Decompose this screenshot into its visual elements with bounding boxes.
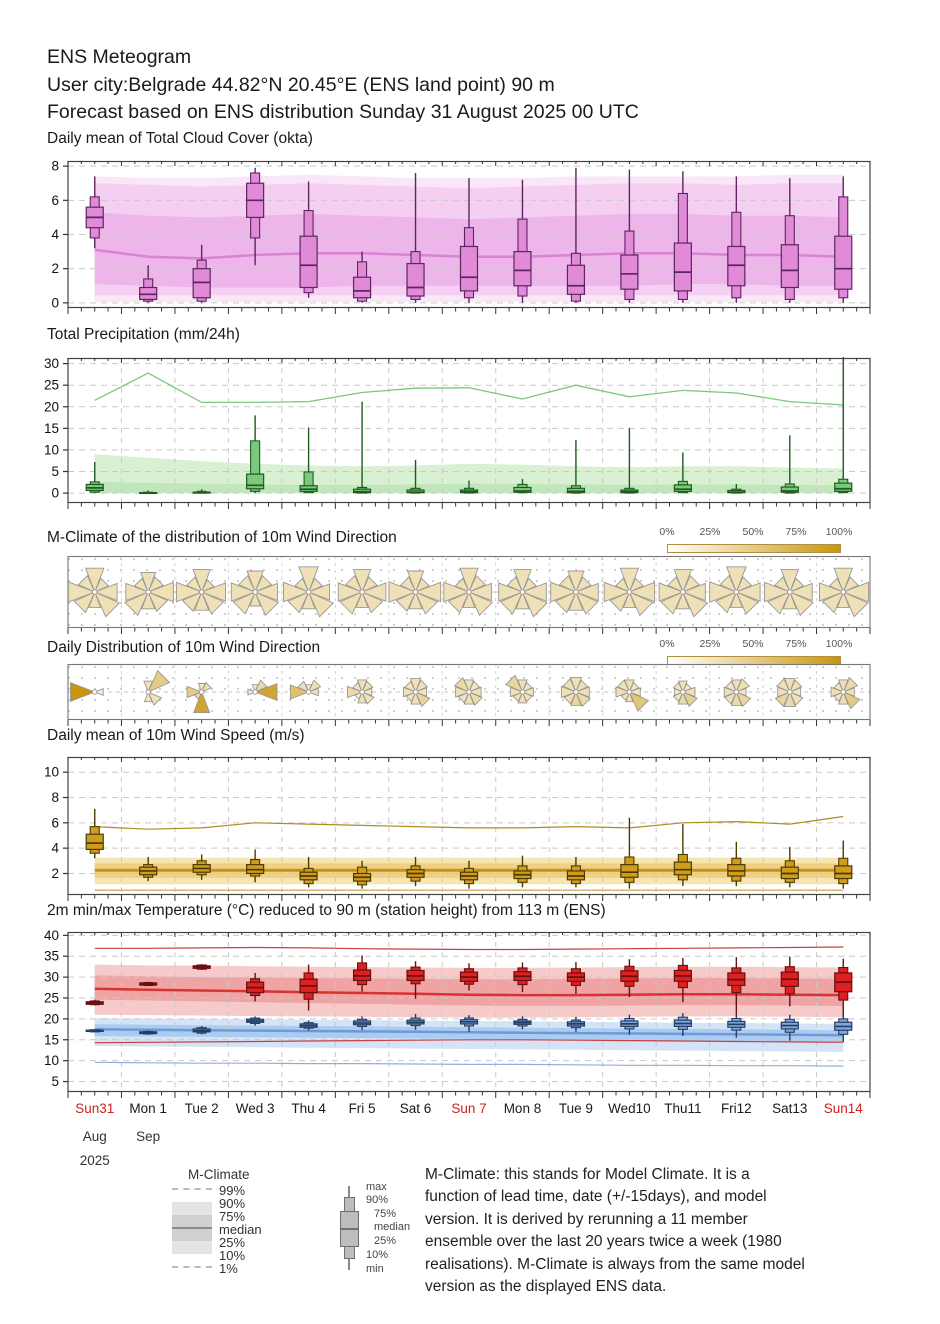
svg-text:30: 30 (43, 969, 59, 985)
month-label: Sep (136, 1129, 161, 1144)
color-scale-label: 50% (742, 638, 764, 650)
svg-text:15: 15 (43, 1032, 59, 1048)
color-scale-label: 0% (659, 638, 675, 650)
day-label: Fri12 (720, 1101, 752, 1116)
precipitation-title: Total Precipitation (mm/24h) (47, 326, 240, 343)
forecast-subtitle: Forecast based on ENS distribution Sunday 31 August 2025 00 UTC (47, 101, 639, 123)
daily-wind-direction-title: Daily Distribution of 10m Wind Direction (47, 639, 321, 656)
day-label: Fri 5 (348, 1101, 376, 1116)
day-label: Mon 8 (503, 1101, 542, 1116)
svg-text:10: 10 (43, 764, 59, 780)
svg-text:0: 0 (51, 485, 59, 501)
ens-legend-label: 10% (366, 1249, 389, 1261)
svg-text:6: 6 (51, 192, 59, 208)
svg-text:8: 8 (51, 158, 59, 174)
svg-text:2: 2 (51, 865, 59, 881)
color-scale-label: 100% (825, 638, 853, 650)
svg-text:5: 5 (51, 463, 59, 479)
ens-legend-label: 25% (374, 1235, 397, 1247)
mclimate-legend-label: 25% (219, 1235, 246, 1250)
mclimate-legend-99-line (172, 1188, 212, 1190)
day-label: Tue 2 (184, 1101, 219, 1116)
day-label: Wed10 (608, 1101, 651, 1116)
svg-text:40: 40 (43, 927, 59, 943)
mclimate-wind-direction-title: M-Climate of the distribution of 10m Wind Direction (47, 529, 397, 546)
svg-text:4: 4 (51, 840, 59, 856)
color-scale-gradient-bar (667, 544, 841, 553)
day-label: Mon 1 (129, 1101, 167, 1116)
day-label: Thu11 (664, 1101, 702, 1116)
svg-text:0: 0 (51, 295, 59, 311)
svg-text:2: 2 (51, 261, 59, 277)
cloud-cover-chart (40, 158, 872, 311)
temperature-chart (40, 927, 872, 1092)
temperature-title: 2m min/max Temperature (°C) reduced to 90 m (station height) from 113 m (ENS) (47, 902, 606, 919)
month-label: Aug (82, 1129, 107, 1144)
color-scale-label: 50% (742, 526, 764, 538)
svg-text:4: 4 (51, 227, 59, 242)
svg-text:10: 10 (43, 442, 59, 458)
precipitation-chart (40, 358, 872, 503)
ens-legend-label: median (374, 1221, 411, 1233)
svg-text:6: 6 (51, 815, 59, 831)
svg-text:5: 5 (51, 1074, 59, 1090)
day-label: Thu 4 (291, 1101, 326, 1116)
svg-text:10: 10 (43, 1053, 59, 1069)
day-label: Sat13 (772, 1101, 808, 1116)
day-label: Tue 9 (558, 1101, 593, 1116)
mclimate-legend-label: 10% (219, 1248, 246, 1263)
day-label: Wed 3 (235, 1101, 275, 1116)
day-label: Sun14 (823, 1101, 863, 1116)
ens-legend-label: min (366, 1263, 384, 1275)
mclimate-footnote: M-Climate: this stands for Model Climate. It is a function of lead time, date (+/-15days), and model version. It is derived by rerunning a 11 member ensemble over the last 20 years twice a week (1980 realisations). M-Climate is always from the same model version as the displayed ENS data. (425, 1166, 805, 1296)
daily-wind-rose-chart (40, 664, 872, 720)
svg-text:25: 25 (43, 377, 59, 393)
mclimate-legend-label: 75% (219, 1209, 246, 1224)
mclimate-legend-label: 1% (219, 1261, 238, 1276)
wind-speed-chart (40, 757, 872, 895)
svg-text:20: 20 (43, 399, 59, 415)
svg-text:30: 30 (43, 356, 59, 372)
mclimate-legend-label: 90% (219, 1196, 246, 1211)
ens-legend-label: max (366, 1181, 387, 1193)
mclimate-legend-title: M-Climate (188, 1167, 250, 1182)
day-label: Sun31 (75, 1101, 115, 1116)
ens-legend-label: 75% (374, 1208, 397, 1220)
svg-text:35: 35 (43, 948, 59, 964)
color-scale-label: 0% (659, 526, 675, 538)
color-scale-label: 100% (825, 526, 853, 538)
wind-speed-title: Daily mean of 10m Wind Speed (m/s) (47, 727, 305, 744)
day-label: Sat 6 (399, 1101, 432, 1116)
mclimate-legend-label: median (219, 1222, 262, 1237)
color-scale-label: 25% (699, 638, 721, 650)
location-subtitle: User city:Belgrade 44.82°N 20.45°E (ENS land point) 90 m (47, 74, 555, 96)
cloud-cover-title: Daily mean of Total Cloud Cover (okta) (47, 130, 313, 147)
page-title: ENS Meteogram (47, 46, 192, 68)
mclimate-legend-median-line (172, 1227, 212, 1229)
x-axis-day-labels (0, 1101, 940, 1119)
ens-legend-median-line (340, 1228, 359, 1230)
svg-text:25: 25 (43, 990, 59, 1006)
color-scale-label: 25% (699, 526, 721, 538)
svg-text:20: 20 (43, 1011, 59, 1027)
mclimate-legend-1-line (172, 1266, 212, 1268)
year-label: 2025 (79, 1153, 110, 1168)
svg-text:8: 8 (51, 790, 59, 806)
day-label: Sun 7 (451, 1101, 487, 1116)
svg-text:15: 15 (43, 420, 59, 436)
color-scale-label: 75% (785, 526, 807, 538)
mclimate-wind-rose-chart (40, 556, 872, 628)
ens-legend-label: 90% (366, 1194, 389, 1206)
color-scale-label: 75% (785, 638, 807, 650)
x-axis-month-labels (0, 1129, 940, 1147)
mclimate-legend-label: 99% (219, 1183, 246, 1198)
